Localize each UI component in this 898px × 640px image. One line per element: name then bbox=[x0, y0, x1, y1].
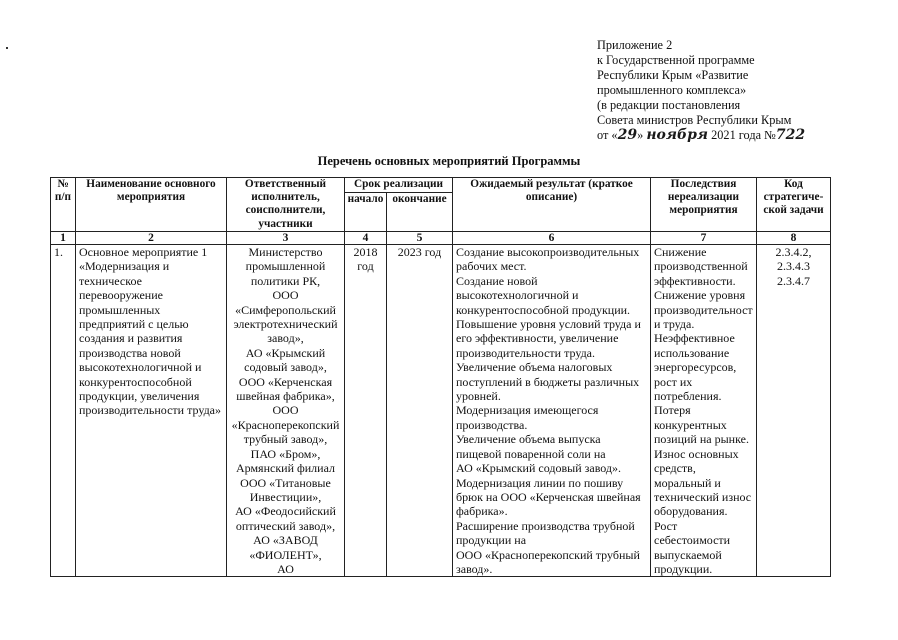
appendix-line: промышленного комплекса» bbox=[597, 83, 747, 97]
consequences-list bbox=[654, 245, 753, 576]
row-num-text: 1. bbox=[54, 245, 63, 259]
strategic-code: 2.3.4.3 bbox=[777, 259, 810, 274]
result-line: поступлений в бюджеты различных bbox=[456, 374, 640, 389]
column-number: 5 bbox=[387, 232, 453, 245]
result-line: уровней. bbox=[456, 389, 501, 404]
result-line: Создание высокопроизводительных bbox=[456, 245, 640, 259]
header-executor: Ответственный исполнитель, соисполнители, участники bbox=[227, 178, 345, 232]
result-line: Повышение уровня условий труда и bbox=[456, 317, 641, 332]
consequence-line: позиций на рынке. bbox=[654, 432, 749, 447]
executor-line: оптический завод», bbox=[235, 518, 336, 533]
executor-line: электротехнический bbox=[233, 317, 338, 332]
end-year: 2023 год bbox=[397, 245, 442, 259]
executor-line: ООО bbox=[272, 288, 299, 303]
result-line: Увеличение объема налоговых bbox=[456, 360, 613, 375]
row-start bbox=[345, 245, 387, 577]
header-start: начало bbox=[345, 193, 387, 232]
consequence-line: производственной bbox=[654, 259, 748, 274]
column-number: 6 bbox=[453, 232, 651, 245]
header-num: № п/п bbox=[51, 178, 76, 232]
executor-line: промышленной bbox=[245, 259, 326, 274]
executor-line: швейная фабрика», bbox=[236, 389, 335, 404]
consequence-line: потребления. bbox=[654, 389, 722, 404]
header-period: Срок реализации bbox=[345, 178, 453, 193]
consequence-line: энергоресурсов, bbox=[654, 360, 737, 375]
executor-line: АО bbox=[277, 561, 294, 576]
date-suffix: 2021 года № bbox=[708, 128, 776, 142]
executor-line: ООО «Керченская bbox=[238, 374, 333, 389]
appendix-header bbox=[597, 38, 805, 143]
executor-line: «ФИОЛЕНТ», bbox=[249, 547, 322, 562]
consequence-line: Рост bbox=[654, 518, 678, 533]
result-line: продукции на bbox=[456, 533, 527, 548]
code-list bbox=[760, 245, 827, 576]
consequence-line: рост их bbox=[654, 374, 693, 389]
scan-speck bbox=[6, 47, 8, 49]
consequence-line: Снижение bbox=[654, 245, 707, 259]
result-line: высокотехнологичной и bbox=[456, 288, 579, 303]
result-line: его эффективности, увеличение bbox=[456, 331, 619, 346]
consequence-line: Износ основных bbox=[654, 446, 739, 461]
strategic-code: 2.3.4.7 bbox=[777, 273, 810, 288]
measure-name-text: Основное мероприятие 1 «Модернизация и техническое перевооружение промышленных предприятий с целью создания и развития производства новой высокотехнологичной и конкурентоспособной продукции, увеличения производительности труда» bbox=[79, 245, 222, 418]
result-line: ООО «Красноперекопский трубный bbox=[456, 547, 640, 562]
executor-line: ООО «Титановые bbox=[240, 475, 331, 490]
consequence-line: технический износ bbox=[654, 489, 752, 504]
resolution-date-line bbox=[597, 128, 805, 143]
row-end bbox=[387, 245, 453, 577]
header-result: Ожидаемый результат (краткое описание) bbox=[453, 178, 651, 232]
executor-line: содовый завод», bbox=[244, 360, 327, 375]
result-line: Создание новой bbox=[456, 273, 538, 288]
result-line: Увеличение объема выпуска bbox=[456, 432, 601, 447]
consequence-line: Снижение уровня bbox=[654, 288, 746, 303]
column-number-row bbox=[51, 232, 831, 245]
consequence-line: себестоимости bbox=[654, 533, 731, 548]
consequence-line: Потеря bbox=[654, 403, 691, 418]
result-line: производства. bbox=[456, 417, 528, 432]
column-number: 8 bbox=[757, 232, 831, 245]
appendix-line: Приложение 2 bbox=[597, 38, 673, 52]
consequence-line: продукции. bbox=[654, 561, 713, 576]
executor-line: «Красноперекопский bbox=[231, 417, 340, 432]
header-end: окончание bbox=[387, 193, 453, 232]
column-number: 7 bbox=[651, 232, 757, 245]
executor-list bbox=[230, 245, 341, 576]
row-executor bbox=[227, 245, 345, 577]
date-prefix: от « bbox=[597, 128, 618, 142]
result-line: брюк на ООО «Керченская швейная bbox=[456, 489, 641, 504]
executor-line: Инвестиции», bbox=[249, 489, 322, 504]
strategic-code: 2.3.4.2, bbox=[775, 245, 812, 259]
header-consequences: Последствия нереализации мероприятия bbox=[651, 178, 757, 232]
appendix-line: Республики Крым «Развитие bbox=[597, 68, 749, 82]
result-line: фабрика». bbox=[456, 504, 508, 519]
result-list bbox=[456, 245, 647, 576]
consequence-line: моральный и bbox=[654, 475, 721, 490]
result-line: Расширение производства трубной bbox=[456, 518, 635, 533]
column-number: 2 bbox=[76, 232, 227, 245]
consequence-line: конкурентных bbox=[654, 417, 727, 432]
date-mid: » bbox=[637, 128, 647, 142]
executor-line: политики РК, bbox=[250, 273, 321, 288]
result-line: пищевой поваренной соли на bbox=[456, 446, 606, 461]
executor-line: Министерство bbox=[248, 245, 323, 259]
header-name: Наименование основного мероприятия bbox=[76, 178, 227, 232]
appendix-line: к Государственной программе bbox=[597, 53, 755, 67]
executor-line: завод», bbox=[267, 331, 304, 346]
result-line: Модернизация имеющегося bbox=[456, 403, 599, 418]
result-line: рабочих мест. bbox=[456, 259, 527, 274]
handwritten-day: 29 bbox=[617, 127, 638, 143]
document-title: Перечень основных мероприятий Программы bbox=[317, 154, 581, 168]
handwritten-number: 722 bbox=[775, 127, 806, 143]
handwritten-month: ноября bbox=[646, 127, 709, 143]
executor-line: ПАО «Бром», bbox=[250, 446, 321, 461]
appendix-line: (в редакции постановления bbox=[597, 98, 741, 112]
executor-line: АО «ЗАВОД bbox=[253, 533, 318, 548]
result-line: конкурентоспособной продукции. bbox=[456, 302, 631, 317]
consequence-line: производительност bbox=[654, 302, 753, 317]
consequence-line: средств, bbox=[654, 461, 696, 476]
result-line: завод». bbox=[456, 561, 493, 576]
header-row bbox=[51, 178, 831, 193]
row-name bbox=[76, 245, 227, 577]
consequence-line: Неэффективное bbox=[654, 331, 735, 346]
table-row bbox=[51, 245, 831, 577]
column-number: 3 bbox=[227, 232, 345, 245]
consequence-line: оборудования. bbox=[654, 504, 728, 519]
executor-line: Армянский филиал bbox=[235, 461, 336, 476]
executor-line: АО «Крымский bbox=[245, 345, 326, 360]
row-consequences bbox=[651, 245, 757, 577]
consequence-line: выпускаемой bbox=[654, 547, 722, 562]
column-number: 1 bbox=[51, 232, 76, 245]
column-number: 4 bbox=[345, 232, 387, 245]
result-line: производительности труда. bbox=[456, 345, 596, 360]
row-result bbox=[453, 245, 651, 577]
executor-line: ООО bbox=[272, 403, 299, 418]
executor-line: «Симферопольский bbox=[235, 302, 336, 317]
executor-line: АО «Феодосийский bbox=[235, 504, 336, 519]
header-code: Код стратегиче-ской задачи bbox=[757, 178, 831, 232]
measures-table bbox=[50, 177, 831, 577]
result-line: АО «Крымский содовый завод». bbox=[456, 461, 622, 476]
appendix-line: Совета министров Республики Крым bbox=[597, 113, 792, 127]
consequence-line: использование bbox=[654, 345, 730, 360]
consequence-line: и труда. bbox=[654, 317, 695, 332]
result-line: Модернизация линии по пошиву bbox=[456, 475, 624, 490]
executor-line: трубный завод», bbox=[243, 432, 328, 447]
start-year: 2018 год bbox=[353, 245, 378, 274]
row-num bbox=[51, 245, 76, 577]
consequence-line: эффективности. bbox=[654, 273, 736, 288]
row-code bbox=[757, 245, 831, 577]
